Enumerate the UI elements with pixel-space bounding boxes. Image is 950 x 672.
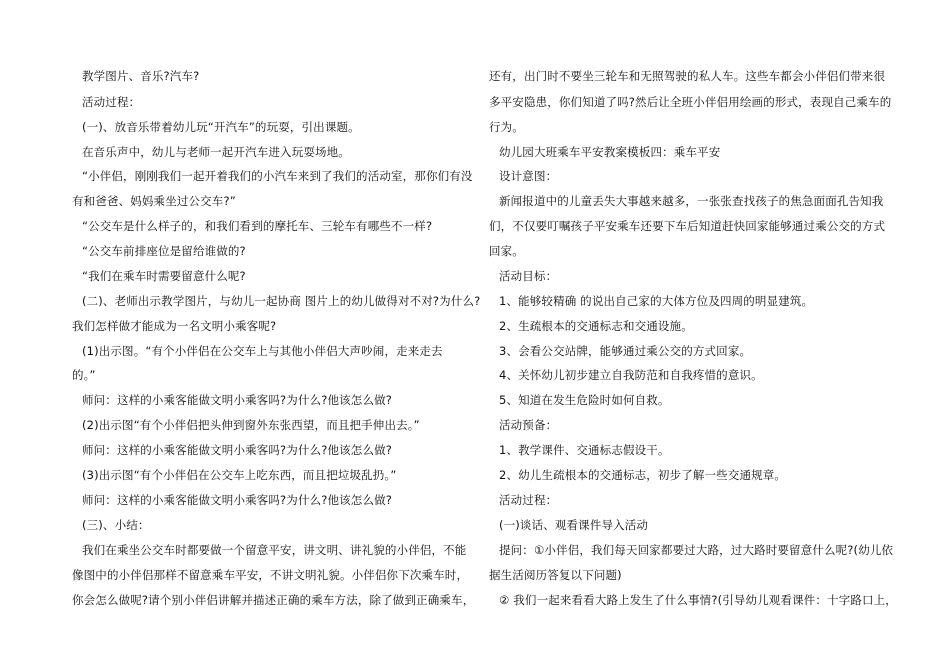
right-line-19: (一)谈话、观看课件导入活动 [499,518,649,532]
right-line-16: 1、教学课件、交通标志假设干。 [499,443,670,457]
left-line-17: (3)出示图“有个小伴侣在公交车上吃东西，而且把垃圾乱扔。” [82,468,397,482]
right-line-15: 活动预备： [499,418,558,432]
left-line-6: 有和爸爸、妈妈乘坐过公交车?” [72,194,236,208]
right-line-13: 4、关怀幼儿初步建立自我防范和自我疼惜的意识。 [499,368,763,382]
right-line-1: 还有，出门时不要坐三轮车和无照驾驶的私人车。这些车都会小伴侣们带来很 [489,69,886,83]
right-line-11: 2、生疏根本的交通标志和交通设施。 [499,319,693,333]
left-line-16: 师问：这样的小乘客能做文明小乘客吗?为什么?他该怎么做? [82,443,393,457]
left-line-10: (二)、老师出示教学图片，与幼儿一起协商 图片上的幼儿做得对不对?为什么? [82,294,481,308]
left-line-14: 师问：这样的小乘客能做文明小乘客吗?为什么?他该怎么做? [82,393,393,407]
left-line-18: 师问：这样的小乘客能做文明小乘客吗?为什么?他该怎么做? [82,493,393,507]
left-line-8: “公交车前排座位是留给谁做的? [82,244,246,258]
right-line-9: 活动目标： [499,269,558,283]
right-line-5: 设计意图： [499,169,558,183]
right-line-18: 活动过程： [499,493,558,507]
right-line-17: 2、幼儿生疏根本的交通标志，初步了解一些交通规章。 [499,468,787,482]
right-line-22: ② 我们一起来看看大路上发生了什么事情?(引导幼儿观看课件：十字路口上， [499,593,897,607]
right-line-7: 们，不仅要叮嘱孩子平安乘车还要下车后知道赶快回家能够通过乘公交的方式 [489,219,886,233]
left-line-4: 在音乐声中，幼儿与老师一起开汽车进入玩耍场地。 [82,145,350,159]
left-line-9: “我们在乘车时需要留意什么呢? [82,269,246,283]
left-line-11: 我们怎样做才能成为一名文明小乘客呢? [72,319,277,333]
right-line-21: 据生活阅历答复以下问题) [489,568,622,582]
left-line-1: 教学图片、音乐?汽车? [82,69,200,83]
right-line-4: 幼儿园大班乘车平安教案模板四：乘车平安 [499,145,721,159]
right-line-2: 多平安隐患，你们知道了吗?然后让全班小伴侣用绘画的形式，表现自己乘车的 [489,95,892,109]
left-line-7: “公交车是什么样子的，和我们看到的摩托车、三轮车有哪些不一样? [82,219,433,233]
left-line-3: (一)、放音乐带着幼儿玩“开汽车”的玩耍，引出课题。 [82,120,360,134]
left-line-22: 你会怎么做呢?请个别小伴侣讲解并描述正确的乘车方法，除了做到正确乘车， [72,593,475,607]
right-line-14: 5、知道在发生危险时如何自救。 [499,393,670,407]
right-line-12: 3、会看公交站牌，能够通过乘公交的方式回家。 [499,344,752,358]
right-line-8: 回家。 [489,244,524,258]
left-line-21: 像图中的小伴侣那样不留意乘车平安，不讲文明礼貌。小伴侣你下次乘车时， [72,568,469,582]
right-line-6: 新闻报道中的儿童丢失大事越来越多，一张张查找孩子的焦急面面孔告知我 [499,194,884,208]
right-line-3: 行为。 [489,120,524,134]
left-line-15: (2)出示图“有个小伴侣把头伸到窗外东张西望，而且把手伸出去。” [82,418,420,432]
left-line-2: 活动过程： [82,95,141,109]
left-line-19: (三)、小结： [82,518,150,532]
left-line-13: 的。” [72,368,96,382]
left-line-12: (1)出示图。“有个小伴侣在公交车上与其他小伴侣大声吵闹，走来走去 [82,344,443,358]
left-line-20: 我们在乘坐公交车时都要做一个留意平安，讲文明、讲礼貌的小伴侣，不能 [82,543,467,557]
left-line-5: “小伴侣，刚刚我们一起开着我们的小汽车来到了我们的活动室，那你们有没 [82,169,473,183]
right-line-10: 1、能够较精确 的说出自己家的大体方位及四周的明显建筑。 [499,294,814,308]
right-line-20: 提问：①小伴侣，我们每天回家都要过大路，过大路时要留意什么呢?(幼儿依 [499,543,894,557]
